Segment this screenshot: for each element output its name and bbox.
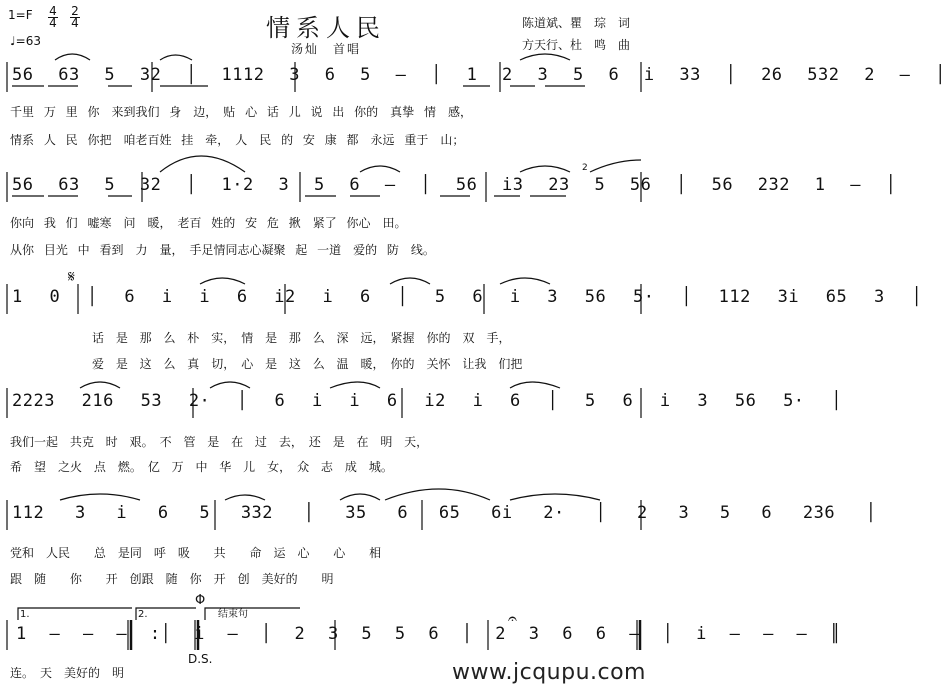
lyric-line-2-verse-1: 你向 我 们 嘘寒 问 暖， 老百 姓的 安 危 揪 紧了 你心 田。	[10, 216, 407, 230]
svg-text:𝄋: 𝄋	[68, 267, 75, 286]
notation-line-1: 56 63 5 32 │ 1112 3 6 5 – │ 1 2 3 5 6 i 33 │ 26 532 2 – │	[12, 65, 946, 85]
svg-text:Φ: Φ	[195, 593, 206, 608]
lyric-line-5-verse-1: 党和 人民 总 是同 呼 吸 共 命 运 心 心 相	[10, 546, 382, 560]
svg-text:𝄐: 𝄐	[508, 609, 517, 628]
song-title: 情系人民	[266, 14, 386, 42]
lyricist-credit: 陈道斌、瞿 琮 词	[522, 16, 631, 30]
lyric-line-2-verse-2: 从你 目光 中 看到 力 量， 手足情同志心凝聚 起 一道 爱的 防 线。	[10, 243, 435, 257]
time-signature-2-4: 2 4	[71, 4, 79, 30]
svg-text:2: 2	[582, 163, 588, 173]
notation-line-6: 1 – – – :│ i – │ 2 3 5 5 6 │ 2 3 6 6 – │ i – – – ║	[16, 624, 841, 644]
lyric-line-6: 连。 天 美好的 明	[10, 666, 125, 680]
watermark: www.jcqupu.com	[452, 660, 646, 685]
lyric-line-1-verse-1: 千里 万 里 你 来到我们 身 边， 贴 心 话 儿 说 出 你的 真挚 情 感，	[10, 105, 472, 119]
volta-1-label: 1.	[20, 609, 30, 620]
lyric-line-4-verse-2: 希 望 之火 点 燃。 亿 万 中 华 儿 女， 众 志 成 城。	[10, 460, 393, 474]
lyric-line-4-verse-1: 我们一起 共克 时 艰。 不 管 是 在 过 去， 还 是 在 明 天，	[10, 435, 429, 449]
tempo-marking: ♩=63	[10, 34, 41, 48]
volta-2-label: 2.	[138, 609, 148, 620]
notation-line-3: 1 0 │ 6 i i 6 i2 i 6 │ 5 6 i 3 56 5· │ 112 3i 65 3 │	[12, 287, 923, 307]
coda-label: 结束句	[218, 609, 248, 620]
dal-segno-mark: D.S.	[188, 652, 213, 666]
notation-line-4: 2223 216 53 2· │ 6 i i 6 i2 i 6 │ 5 6 i 3 56 5· │	[12, 391, 843, 411]
lyric-line-5-verse-2: 跟 随 你 开 创跟 随 你 开 创 美好的 明	[10, 572, 334, 586]
lyric-line-3-verse-2: 爱 是 这 么 真 切， 心 是 这 么 温 暖， 你的 关怀 让我 们把	[92, 357, 523, 371]
notation-line-5: 112 3 i 6 5 332 │ 35 6 65 6i 2· │ 2 3 5 6 236 │	[12, 503, 877, 523]
notation-line-2: 56 63 5 32 │ 1·2 3 5 6 – │ 56 i3 23 5 56 │ 56 232 1 – │	[12, 175, 897, 195]
lyric-line-3-verse-1: 话 是 那 么 朴 实， 情 是 那 么 深 远， 紧握 你的 双 手，	[92, 331, 511, 345]
time-signature-4-4: 4 4	[49, 4, 57, 30]
composer-credit: 方天行、杜 鸣 曲	[522, 38, 631, 52]
key-signature: 1=F	[8, 8, 33, 22]
singer-credit: 汤灿 首唱	[290, 42, 361, 56]
lyric-line-1-verse-2: 情系 人 民 你把 咱老百姓 挂 牵， 人 民 的 安 康 都 永远 重于 山；	[10, 133, 465, 147]
